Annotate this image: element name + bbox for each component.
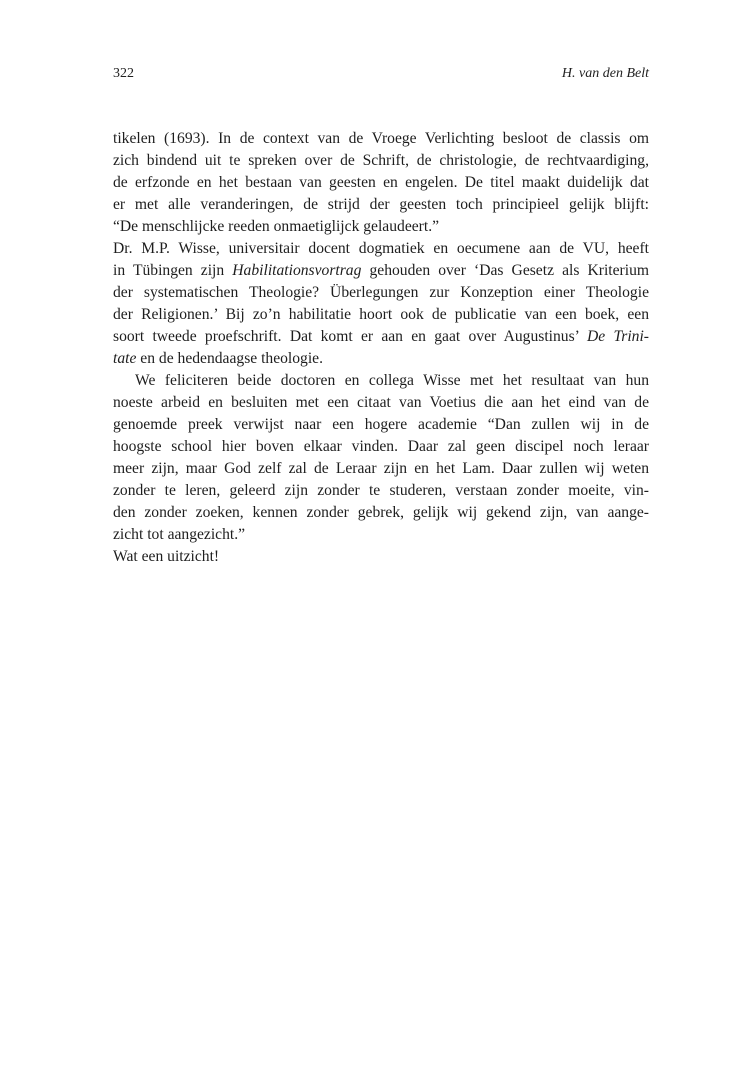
text-line: der Religionen.’ Bij zo’n habilitatie hoort ook de publicatie van een boek, een	[113, 306, 649, 323]
page-number: 322	[113, 66, 134, 81]
running-author: H. van den Belt	[561, 66, 649, 81]
text-line: tate en de hedendaagse theologie.	[113, 350, 324, 367]
text-line: hoogste school hier boven elkaar vinden. Daar zal geen discipel noch leraar	[113, 438, 649, 455]
text-line: zich bindend uit te spreken over de Schrift, de christologie, de rechtvaardiging,	[113, 152, 649, 169]
text-line: zonder te leren, geleerd zijn zonder te studeren, verstaan zonder moeite, vin-	[113, 482, 649, 499]
text-line: in Tübingen zijn Habilitationsvortrag gehouden over ‘Das Gesetz als Kriterium	[113, 262, 649, 279]
text-line: der systematischen Theologie? Überlegungen zur Konzeption einer Theologie	[113, 284, 649, 301]
text-line: meer zijn, maar God zelf zal de Leraar zijn en het Lam. Daar zullen wij weten	[113, 460, 649, 477]
text-line: noeste arbeid en besluiten met een citaat van Voetius die aan het eind van de	[113, 394, 649, 411]
text-line: Dr. M.P. Wisse, universitair docent dogmatiek en oecumene aan de VU, heeft	[113, 240, 649, 257]
text-line: genoemde preek verwijst naar een hogere academie “Dan zullen wij in de	[113, 416, 649, 433]
text-line: zicht tot aangezicht.”	[113, 526, 246, 543]
text-line: den zonder zoeken, kennen zonder gebrek, gelijk wij gekend zijn, van aange-	[113, 504, 649, 521]
text-line: Wat een uitzicht!	[113, 548, 220, 565]
text-line: tikelen (1693). In de context van de Vroege Verlichting besloot de classis om	[113, 130, 649, 147]
running-head	[113, 64, 649, 84]
text-line: de erfzonde en het bestaan van geesten en engelen. De titel maakt duidelijk dat	[113, 174, 649, 191]
text-line: We feliciteren beide doctoren en collega Wisse met het resultaat van hun	[135, 372, 649, 389]
text-line: er met alle veranderingen, de strijd der geesten toch principieel gelijk blijft:	[113, 196, 649, 213]
body-text	[113, 128, 649, 568]
text-line: soort tweede proefschrift. Dat komt er aan en gaat over Augustinus’ De Trini-	[113, 328, 649, 345]
text-line: “De menschlijcke reeden onmaetiglijck gelaudeert.”	[113, 218, 440, 235]
